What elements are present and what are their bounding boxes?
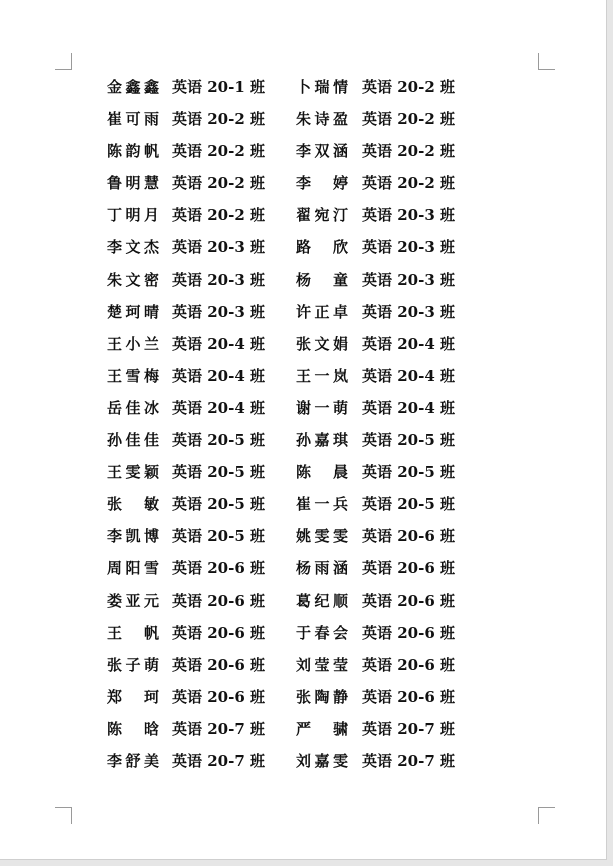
class-label: 英语 20-6 班 (172, 591, 265, 610)
roster-row (107, 140, 487, 172)
roster-row (107, 269, 487, 301)
margin-corner-bottom-right (538, 807, 555, 824)
class-label: 英语 20-3 班 (362, 206, 455, 225)
student-name: 张文娟 (296, 334, 348, 353)
class-label: 英语 20-4 班 (362, 398, 455, 417)
class-label: 英语 20-6 班 (172, 559, 265, 578)
roster-row (107, 204, 487, 236)
class-label: 英语 20-4 班 (172, 366, 265, 385)
student-name: 李舒美 (107, 751, 159, 770)
roster-row (107, 236, 487, 268)
roster-row (107, 365, 487, 397)
roster-row (107, 493, 487, 525)
roster-row (107, 590, 487, 622)
student-name: 张 敏 (107, 495, 159, 514)
roster-row (107, 718, 487, 750)
student-name: 王 帆 (107, 623, 159, 642)
student-name: 王小兰 (107, 334, 159, 353)
student-name: 鲁明慧 (107, 174, 159, 193)
class-label: 英语 20-4 班 (362, 366, 455, 385)
class-label: 英语 20-2 班 (362, 78, 455, 96)
class-label: 英语 20-6 班 (362, 559, 455, 578)
student-name: 李 婷 (296, 174, 348, 193)
student-name: 王雪梅 (107, 366, 159, 385)
class-label: 英语 20-2 班 (362, 174, 455, 193)
class-label: 英语 20-2 班 (362, 142, 455, 161)
student-name: 翟宛汀 (296, 206, 348, 225)
student-name: 陈韵帆 (107, 142, 159, 161)
class-label: 英语 20-5 班 (362, 463, 455, 482)
student-name: 李文杰 (107, 238, 159, 257)
student-name: 严 骕 (296, 719, 348, 738)
class-label: 英语 20-1 班 (172, 78, 265, 96)
student-name: 崔一兵 (296, 495, 348, 514)
student-name: 娄亚元 (107, 591, 159, 610)
roster-row (107, 525, 487, 557)
student-name: 谢一萌 (296, 398, 348, 417)
student-name: 陈 晗 (107, 719, 159, 738)
class-label: 英语 20-5 班 (172, 431, 265, 450)
student-name: 王雯颖 (107, 463, 159, 482)
roster-row (107, 397, 487, 429)
class-label: 英语 20-4 班 (172, 334, 265, 353)
margin-corner-top-right (538, 53, 555, 70)
margin-corner-bottom-left (55, 807, 72, 824)
student-name: 崔可雨 (107, 110, 159, 129)
student-name: 楚珂晴 (107, 302, 159, 321)
student-name: 杨雨涵 (296, 559, 348, 578)
student-name: 葛纪顺 (296, 591, 348, 610)
class-label: 英语 20-7 班 (362, 751, 455, 770)
student-name: 朱诗盈 (296, 110, 348, 129)
class-label: 英语 20-3 班 (172, 302, 265, 321)
class-label: 英语 20-5 班 (172, 495, 265, 514)
class-label: 英语 20-5 班 (172, 527, 265, 546)
roster-row (107, 654, 487, 686)
roster-row (107, 622, 487, 654)
student-name: 于春会 (296, 623, 348, 642)
roster-row (107, 333, 487, 365)
class-label: 英语 20-2 班 (172, 206, 265, 225)
student-name: 陈 晨 (296, 463, 348, 482)
class-label: 英语 20-5 班 (362, 431, 455, 450)
class-label: 英语 20-6 班 (362, 687, 455, 706)
student-name: 丁明月 (107, 206, 159, 225)
class-label: 英语 20-2 班 (172, 110, 265, 129)
student-name: 卜瑞情 (296, 78, 348, 96)
student-name: 刘嘉雯 (296, 751, 348, 770)
class-label: 英语 20-6 班 (362, 591, 455, 610)
roster-row (107, 76, 487, 108)
class-label: 英语 20-7 班 (172, 719, 265, 738)
roster-row (107, 301, 487, 333)
student-name: 路 欣 (296, 238, 348, 257)
student-name: 李双涵 (296, 142, 348, 161)
class-label: 英语 20-6 班 (362, 655, 455, 674)
class-label: 英语 20-3 班 (362, 238, 455, 257)
class-label: 英语 20-7 班 (172, 751, 265, 770)
roster-row (107, 750, 487, 782)
student-name: 周阳雪 (107, 559, 159, 578)
student-name: 姚雯雯 (296, 527, 348, 546)
student-name: 岳佳冰 (107, 398, 159, 417)
class-label: 英语 20-2 班 (172, 174, 265, 193)
student-name: 刘莹莹 (296, 655, 348, 674)
roster-row (107, 429, 487, 461)
class-label: 英语 20-6 班 (362, 527, 455, 546)
class-label: 英语 20-2 班 (172, 142, 265, 161)
student-name: 张陶静 (296, 687, 348, 706)
class-label: 英语 20-3 班 (362, 270, 455, 289)
student-name: 许正卓 (296, 302, 348, 321)
class-label: 英语 20-4 班 (362, 334, 455, 353)
student-name: 孙嘉琪 (296, 431, 348, 450)
class-label: 英语 20-3 班 (172, 238, 265, 257)
roster-row (107, 461, 487, 493)
student-name: 张子萌 (107, 655, 159, 674)
class-label: 英语 20-3 班 (362, 302, 455, 321)
student-name: 朱文密 (107, 270, 159, 289)
class-label: 英语 20-6 班 (362, 623, 455, 642)
class-label: 英语 20-3 班 (172, 270, 265, 289)
roster-row (107, 686, 487, 718)
student-name: 孙佳佳 (107, 431, 159, 450)
student-name: 李凯博 (107, 527, 159, 546)
student-name: 王一岚 (296, 366, 348, 385)
margin-corner-top-left (55, 53, 72, 70)
class-label: 英语 20-4 班 (172, 398, 265, 417)
student-name: 郑 珂 (107, 687, 159, 706)
class-label: 英语 20-7 班 (362, 719, 455, 738)
student-roster (107, 76, 487, 782)
class-label: 英语 20-6 班 (172, 623, 265, 642)
class-label: 英语 20-5 班 (172, 463, 265, 482)
class-label: 英语 20-5 班 (362, 495, 455, 514)
class-label: 英语 20-2 班 (362, 110, 455, 129)
roster-row (107, 172, 487, 204)
student-name: 杨 童 (296, 270, 348, 289)
student-name: 金鑫鑫 (107, 78, 159, 96)
roster-row (107, 557, 487, 589)
class-label: 英语 20-6 班 (172, 687, 265, 706)
class-label: 英语 20-6 班 (172, 655, 265, 674)
roster-row (107, 108, 487, 140)
